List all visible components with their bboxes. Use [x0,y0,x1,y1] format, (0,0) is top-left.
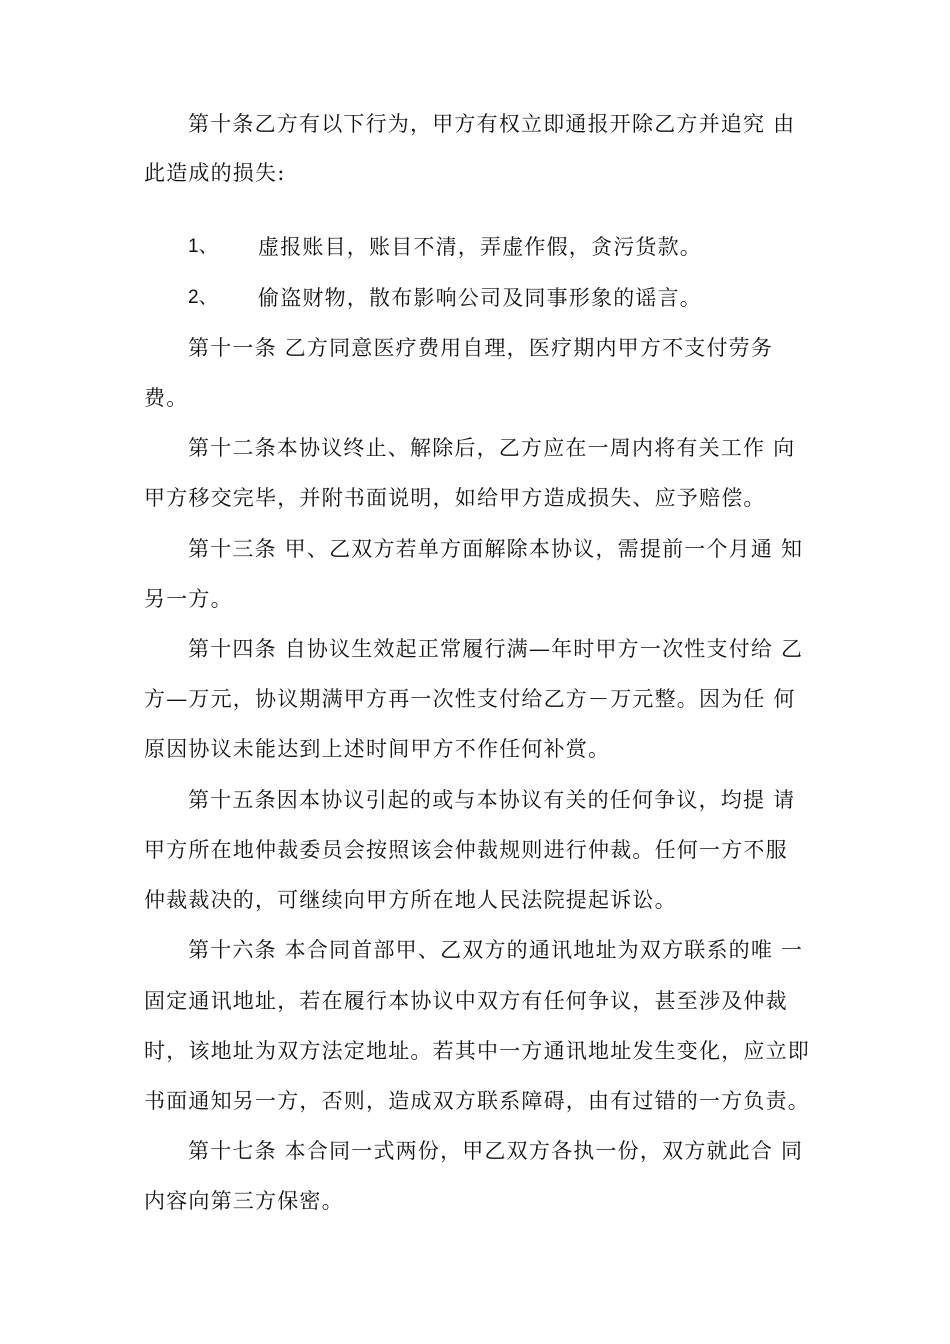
article-17-line-2: 内容向第三方保密。 [144,1189,344,1213]
article-10-line-1: 第十条乙方有以下行为，甲方有权立即通报开除乙方并追究 由 [188,112,796,136]
article-12-line-2: 甲方移交完毕，并附书面说明，如给甲方造成损失、应予赔偿。 [144,486,766,510]
article-14-line-2: 方—万元，协议期满甲方再一次性支付给乙方－万元整。因为任 何 [144,687,796,711]
article-12-line-1: 第十二条本协议终止、解除后，乙方应在一周内将有关工作 向 [188,436,796,460]
article-15-line-3: 仲裁裁决的，可继续向甲方所在地人民法院提起诉讼。 [144,888,677,912]
list-item [0,283,950,313]
article-13-line-2: 另一方。 [144,587,233,611]
article-14-line-3: 原因协议未能达到上述时间甲方不作任何补赏。 [144,737,611,761]
list-item-text: 偷盗财物，散布影响公司及同事形象的谣言。 [258,286,702,310]
article-15-line-1: 第十五条因本协议引起的或与本协议有关的任何争议，均提 请 [188,788,796,812]
article-13-line-1: 第十三条 甲、乙双方若单方面解除本协议，需提前一个月通 知 [188,537,804,561]
list-item-number: 1、 [188,236,218,257]
article-15-line-2: 甲方所在地仲裁委员会按照该会仲裁规则进行仲裁。任何一方不服 [144,838,788,862]
list-item-text: 虚报账目，账目不清，弄虚作假，贪污货款。 [258,235,702,259]
article-11-line-2: 费。 [144,386,189,410]
article-16-line-1: 第十六条 本合同首部甲、乙双方的通讯地址为双方联系的唯 一 [188,938,804,962]
article-11-line-1: 第十一条 乙方同意医疗费用自理，医疗期内甲方不支付劳务 [188,336,774,360]
article-16-line-3: 时，该地址为双方法定地址。若其中一方通讯地址发生变化，应立即 [144,1039,810,1063]
article-10-line-2: 此造成的损失: [144,161,286,185]
article-14-line-1: 第十四条 自协议生效起正常履行满—年时甲方一次性支付给 乙 [188,637,804,661]
list-item-number: 2、 [188,287,218,308]
article-16-line-2: 固定通讯地址，若在履行本协议中双方有任何争议，甚至涉及仲裁 [144,989,788,1013]
article-17-line-1: 第十七条 本合同一式两份，甲乙双方各执一份，双方就此合 同 [188,1139,804,1163]
list-item [0,232,950,262]
article-16-line-4: 书面通知另一方，否则，造成双方联系障碍，由有过错的一方负责。 [144,1089,810,1113]
